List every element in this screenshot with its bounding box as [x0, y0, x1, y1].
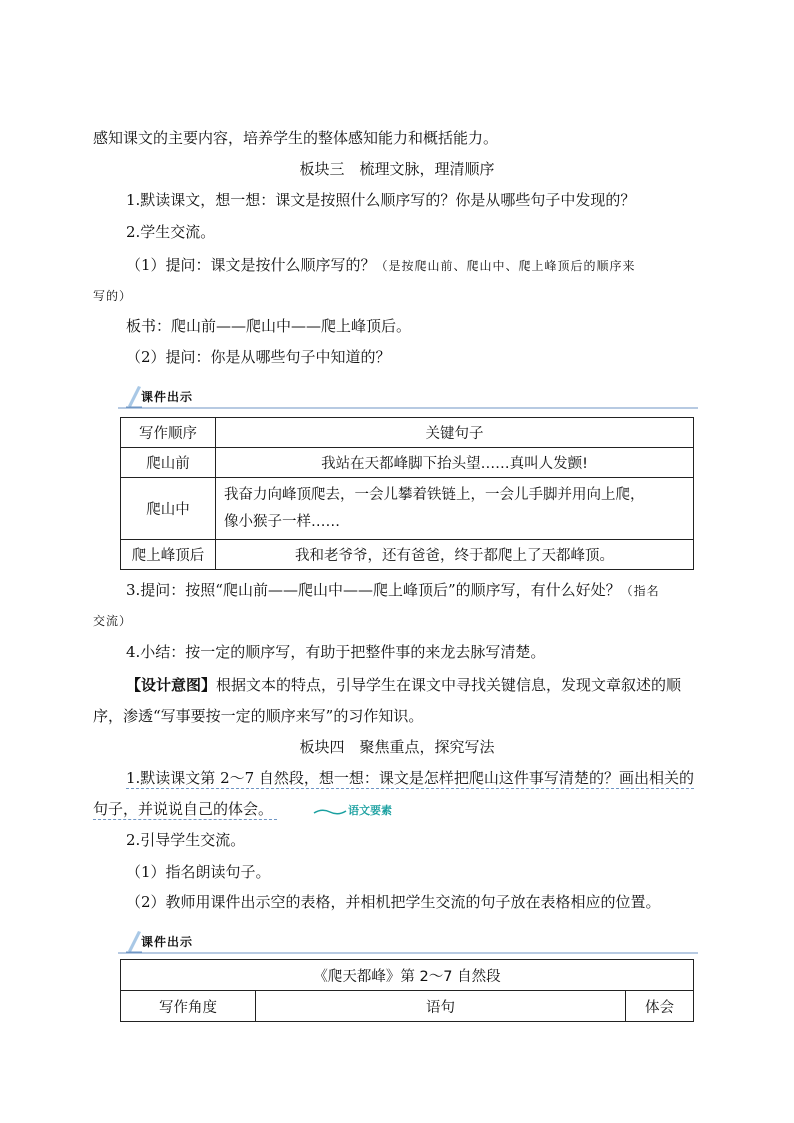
section4-title: 板块四 聚焦重点，探究写法: [299, 738, 495, 756]
table-header-cell: 写作角度: [121, 991, 256, 1022]
paragraph-3: [126, 578, 660, 603]
table-header-cell: 体会: [626, 991, 694, 1022]
table-header-row: [121, 418, 694, 448]
sentence-line: 我奋力向峰顶爬去，一会儿攀着铁链上，一会儿手脚并用向上爬，: [224, 486, 645, 503]
section3-title: 板块三 梳理文脉，理清顺序: [299, 160, 495, 178]
courseware-tag-1: 课件出示: [141, 390, 194, 404]
design-intent-text: 根据文本的特点，引导学生在课文中寻找关键信息，发现文章叙述的顺: [216, 676, 682, 694]
sentence-cell: 我站在天都峰脚下抬头望……真叫人发颤!: [216, 448, 694, 478]
sentence-line: 像小猴子一样……: [224, 513, 340, 530]
intro-line: 感知课文的主要内容，培养学生的整体感知能力和概括能力。: [93, 129, 499, 147]
question-1: [126, 253, 636, 278]
section4-paragraph-2: 2.引导学生交流。: [126, 831, 246, 849]
margin-note: 语文要素: [348, 804, 392, 817]
paragraph-3-text: 3.提问：按照“爬山前——爬山中——爬上峰顶后”的顺序写，有什么好处？: [126, 581, 621, 599]
design-intent-cont: 序，渗透“写事要按一定的顺序来写”的习作知识。: [93, 707, 424, 725]
paragraph-4: 4.小结：按一定的顺序写，有助于把整件事的来龙去脉写清楚。: [126, 643, 546, 661]
section4-paragraph-1: [126, 766, 694, 790]
section4-question-2: （2）教师用课件出示空的表格，并相机把学生交流的句子放在表格相应的位置。: [126, 893, 661, 911]
board-writing: 板书：爬山前——爬山中——爬上峰顶后。: [126, 317, 412, 335]
question-1-answer-cont: 写的）: [93, 289, 133, 303]
design-intent-label: 【设计意图】: [126, 676, 217, 694]
table-header-cell: 语句: [256, 991, 626, 1022]
table-header-cell: 写作顺序: [121, 418, 216, 448]
stage-cell: 爬山前: [121, 448, 216, 478]
angle-table: [120, 959, 694, 1022]
table-header-row: [121, 991, 694, 1022]
section4-paragraph-1-cont: [93, 797, 277, 821]
pen-icon: [126, 384, 142, 408]
question-1-answer: （是按爬山前、爬山中、爬上峰顶后的顺序来: [375, 259, 636, 273]
sentence-cell: [216, 478, 694, 540]
table-title: 《爬天都峰》第 2～7 自然段: [121, 960, 694, 991]
paragraph-1: 1.默读课文，想一想：课文是按照什么顺序写的？你是从哪些句子中发现的？: [126, 191, 636, 209]
paragraph-3-note: （指名: [620, 584, 660, 598]
paragraph-2: 2.学生交流。: [126, 223, 216, 241]
order-table: [120, 417, 694, 570]
design-intent: [126, 673, 681, 697]
table-row: [121, 478, 694, 540]
underlined-text: 1.默读课文第 2～7 自然段，想一想：课文是怎样把爬山这件事写清楚的？画出相关的: [126, 769, 694, 787]
stage-cell: 爬山中: [121, 478, 216, 540]
table-title-row: [121, 960, 694, 991]
table-row: [121, 448, 694, 478]
leader-line-icon: [312, 804, 348, 818]
question-2: （2）提问：你是从哪些句子中知道的？: [126, 348, 391, 366]
stage-cell: 爬上峰顶后: [121, 540, 216, 570]
tag-divider: [118, 406, 698, 410]
tag-divider: [118, 951, 698, 955]
pen-icon: [126, 929, 142, 953]
underlined-text: 句子，并说说自己的体会。: [93, 800, 277, 820]
table-header-cell: 关键句子: [216, 418, 694, 448]
sentence-cell: 我和老爷爷，还有爸爸，终于都爬上了天都峰顶。: [216, 540, 694, 570]
section4-question-1: （1）指名朗读句子。: [126, 863, 271, 881]
table-row: [121, 540, 694, 570]
paragraph-3-note-cont: 交流）: [93, 614, 133, 628]
question-1-text: （1）提问：课文是按什么顺序写的？: [126, 256, 376, 274]
courseware-tag-2: 课件出示: [141, 935, 194, 949]
